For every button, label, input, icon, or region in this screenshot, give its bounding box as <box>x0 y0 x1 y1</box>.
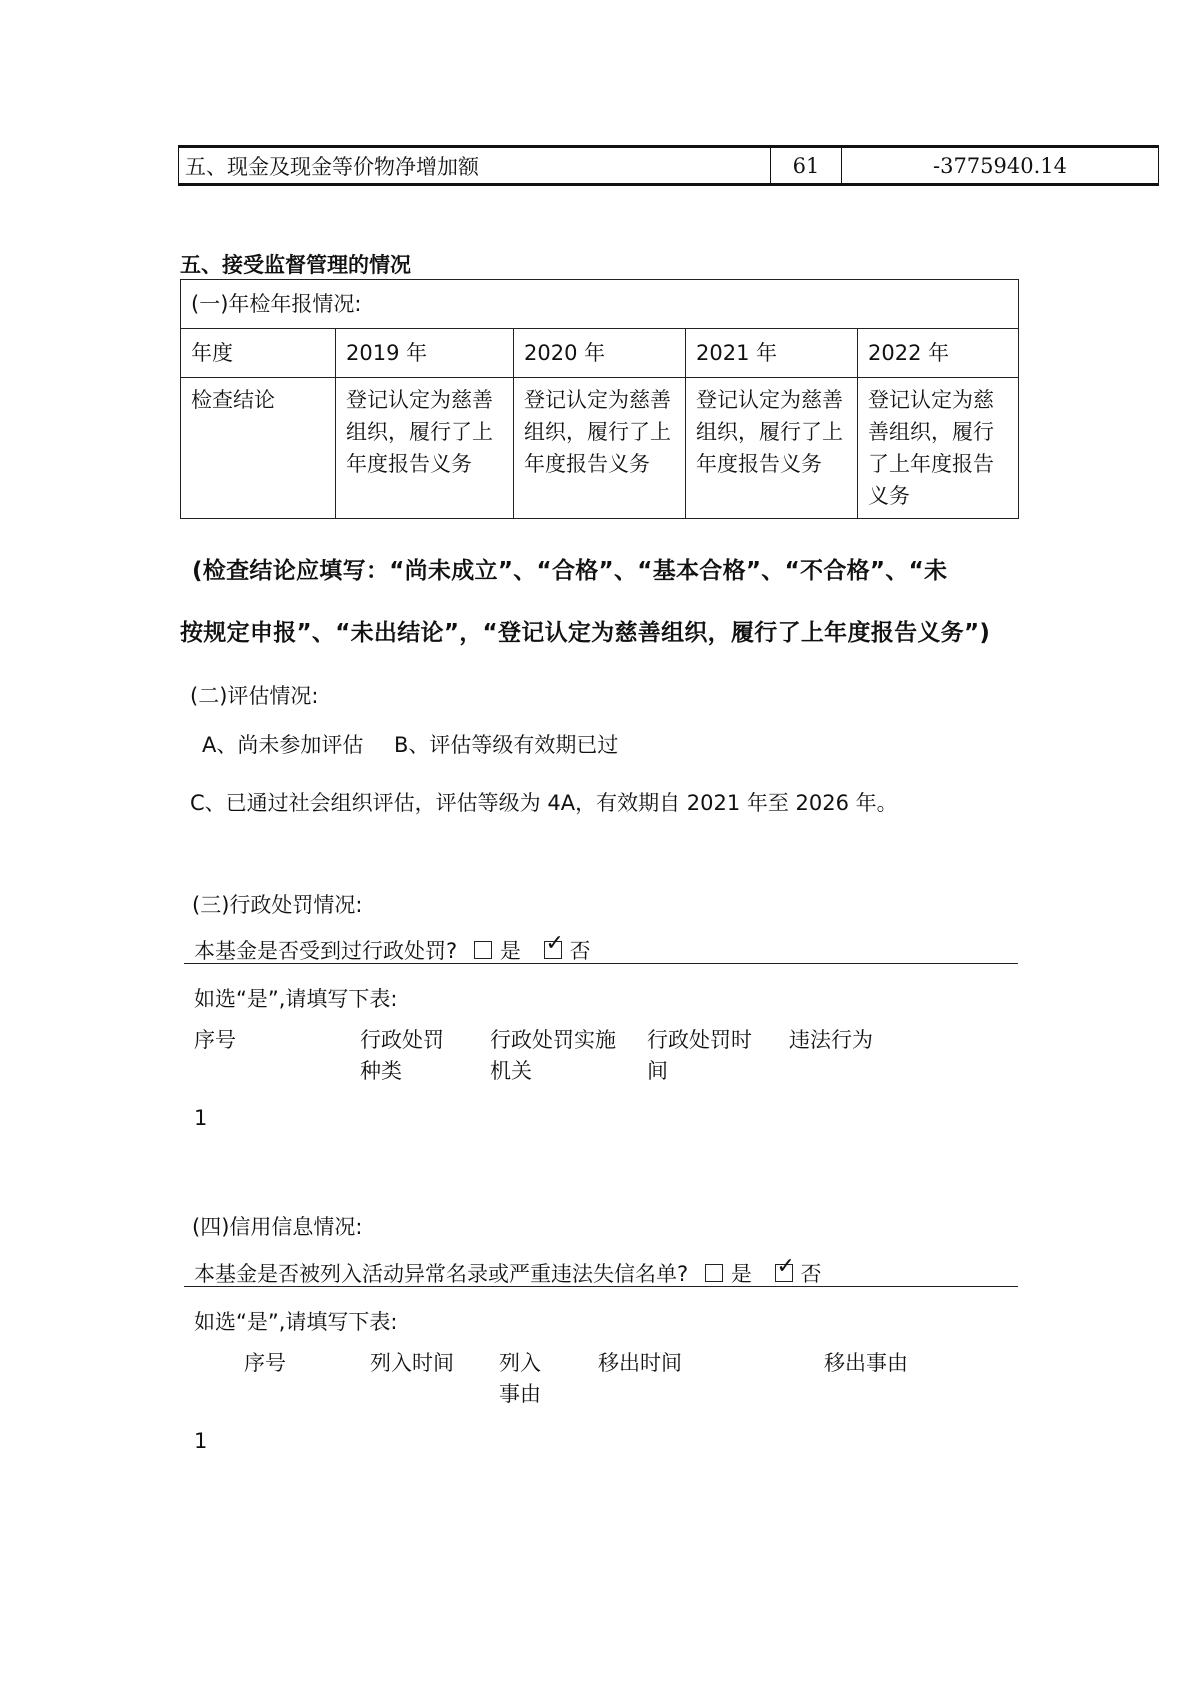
year-label: 年度 <box>181 329 336 378</box>
credit-yes-checkbox[interactable] <box>705 1264 723 1282</box>
penalty-header-index: 序号 <box>194 1028 236 1052</box>
cash-row-line-number: 61 <box>771 147 842 185</box>
penalty-no-checkbox[interactable] <box>544 931 564 959</box>
year-2020: 2020 年 <box>514 329 686 378</box>
conclusion-note-line2: 按规定申报”、“未出结论”，“登记认定为慈善组织，履行了上年度报告义务”) <box>180 620 991 646</box>
penalty-question-line <box>194 931 591 965</box>
penalty-title: (三)行政处罚情况: <box>192 893 363 917</box>
penalty-divider <box>184 963 1018 964</box>
credit-no-label: 否 <box>800 1262 822 1286</box>
penalty-if-yes: 如选“是”,请填写下表: <box>194 987 398 1011</box>
conclusion-2021: 登记认定为慈善组织，履行了上年度报告义务 <box>686 378 858 519</box>
conclusion-note-line1: (检查结论应填写：“尚未成立”、“合格”、“基本合格”、“不合格”、“未 <box>192 558 948 584</box>
conclusion-2020: 登记认定为慈善组织，履行了上年度报告义务 <box>514 378 686 519</box>
conclusion-label: 检查结论 <box>181 378 336 519</box>
penalty-header-authority: 行政处罚实施机关 <box>490 1028 616 1083</box>
credit-if-yes: 如选“是”,请填写下表: <box>194 1310 398 1334</box>
credit-header-index: 序号 <box>244 1351 286 1375</box>
credit-yes-label: 是 <box>730 1262 752 1286</box>
credit-row-index: 1 <box>194 1429 208 1453</box>
credit-header-listed-reason: 列入事由 <box>499 1351 541 1406</box>
year-2022: 2022 年 <box>858 329 1019 378</box>
evaluation-title: (二)评估情况: <box>190 684 319 708</box>
annual-check-title: (一)年检年报情况: <box>181 280 1019 329</box>
credit-no-checkbox[interactable] <box>775 1254 795 1282</box>
credit-header-listed-time: 列入时间 <box>370 1351 454 1375</box>
penalty-question: 本基金是否受到过行政处罚? <box>194 939 458 963</box>
cash-summary-row <box>179 147 1159 185</box>
cash-row-amount: -3775940.14 <box>842 147 1159 185</box>
conclusion-2022: 登记认定为慈善组织，履行了上年度报告义务 <box>858 378 1019 519</box>
section-title: 五、接受监督管理的情况 <box>180 253 411 277</box>
credit-question-line <box>194 1254 822 1288</box>
year-2019: 2019 年 <box>336 329 514 378</box>
credit-question: 本基金是否被列入活动异常名录或严重违法失信名单? <box>194 1262 689 1286</box>
credit-header-removed-reason: 移出事由 <box>824 1351 908 1375</box>
credit-header-removed-time: 移出时间 <box>598 1351 682 1375</box>
penalty-header-time: 行政处罚时间 <box>647 1028 752 1083</box>
check-icon: ✓ <box>776 1254 795 1279</box>
cash-row-label: 五、现金及现金等价物净增加额 <box>179 147 771 185</box>
penalty-header-type: 行政处罚种类 <box>360 1028 444 1083</box>
credit-title: (四)信用信息情况: <box>192 1215 363 1239</box>
evaluation-option-a: A、尚未参加评估 <box>202 733 364 757</box>
evaluation-option-c: C、已通过社会组织评估，评估等级为 4A，有效期自 2021 年至 2026 年。 <box>190 791 898 815</box>
penalty-no-label: 否 <box>569 939 591 963</box>
penalty-yes-label: 是 <box>499 939 521 963</box>
check-icon: ✓ <box>545 931 564 956</box>
penalty-header-violation: 违法行为 <box>789 1028 873 1052</box>
evaluation-option-b: B、评估等级有效期已过 <box>394 733 619 757</box>
annual-check-table <box>180 279 1019 519</box>
conclusion-2019: 登记认定为慈善组织，履行了上年度报告义务 <box>336 378 514 519</box>
penalty-yes-checkbox[interactable] <box>474 941 492 959</box>
year-2021: 2021 年 <box>686 329 858 378</box>
cash-summary-table <box>178 145 1159 186</box>
penalty-row-index: 1 <box>194 1106 208 1130</box>
credit-divider <box>184 1286 1018 1287</box>
